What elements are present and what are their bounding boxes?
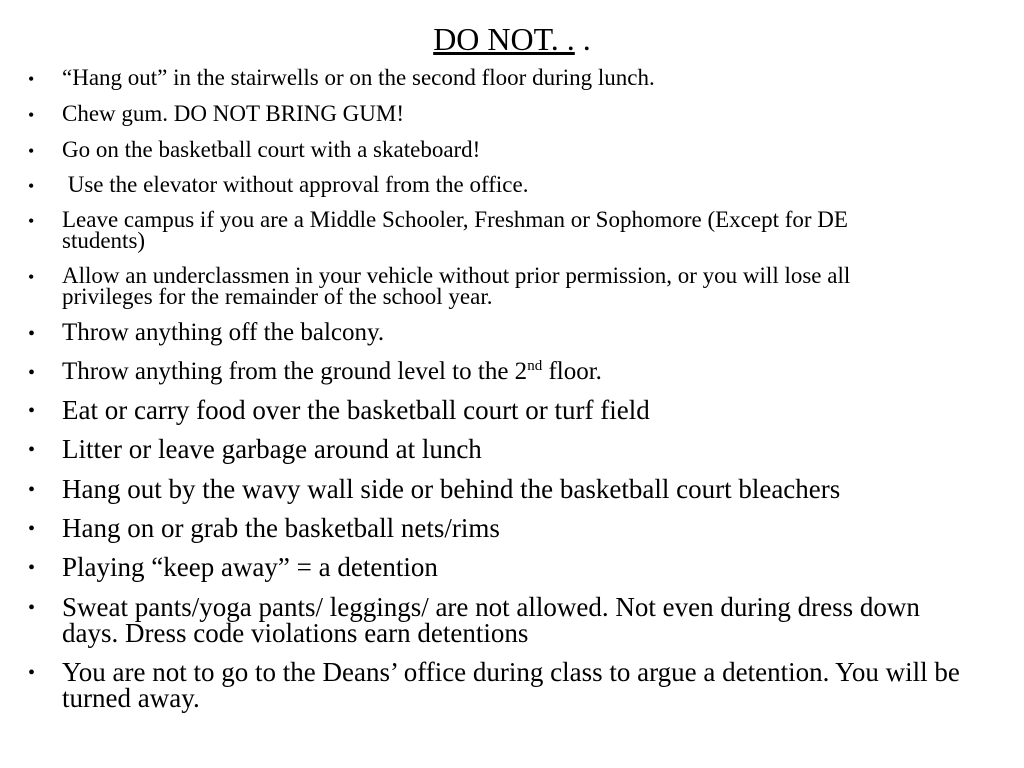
list-item-text: You are not to go to the Deans’ office during class to argue a detention. You will be turned away. <box>62 657 960 713</box>
bullet-icon: • <box>28 211 35 231</box>
list-item-text: Throw anything off the balcony. <box>62 319 385 346</box>
text-after-sup: floor. <box>542 358 602 385</box>
list-item <box>28 139 988 160</box>
bullet-icon: • <box>28 141 35 161</box>
list-item <box>28 320 988 346</box>
text-before-sup: Throw anything from the ground level to the 2 <box>62 358 528 385</box>
list-item <box>28 515 988 541</box>
bullet-icon: • <box>28 518 36 540</box>
list-item-text: Leave campus if you are a Middle Schooler, Freshman or Sophomore (Except for DE students) <box>62 207 848 253</box>
list-item <box>28 436 988 462</box>
bullet-icon: • <box>28 362 36 384</box>
bullet-icon: • <box>28 69 35 89</box>
bullet-icon: • <box>28 105 35 125</box>
bullet-icon: • <box>28 479 36 501</box>
bullet-icon: • <box>28 662 36 684</box>
list-item-text <box>62 359 988 385</box>
list-item-text: Allow an underclassmen in your vehicle without prior permission, or you will lose all privileges for the remainder of the school year. <box>62 263 851 309</box>
page-title <box>0 20 1024 58</box>
list-item-text: Chew gum. DO NOT BRING GUM! <box>62 101 405 126</box>
bullet-icon: • <box>28 597 36 619</box>
list-item <box>28 265 928 307</box>
list-item <box>28 174 988 195</box>
list-item <box>28 659 988 711</box>
list-item-text: Eat or carry food over the basketball court or turf field <box>62 395 650 425</box>
list-item <box>28 554 988 580</box>
bullet-icon: • <box>28 439 36 461</box>
list-item-text: Use the elevator without approval from the office. <box>62 172 529 197</box>
bullet-icon: • <box>28 557 36 579</box>
bullet-icon: • <box>28 400 36 422</box>
list-item-text: Go on the basketball court with a skateboard! <box>62 137 481 162</box>
list-item-text: “Hang out” in the stairwells or on the second floor during lunch. <box>62 65 655 90</box>
title-trail: . <box>574 21 591 57</box>
bullet-icon: • <box>28 323 36 345</box>
list-item-text: Hang on or grab the basketball nets/rims <box>62 513 500 543</box>
bullet-icon: • <box>28 267 35 287</box>
list-item <box>28 67 988 88</box>
list-item <box>28 594 958 646</box>
bullet-icon: • <box>28 176 35 196</box>
list-item <box>28 103 988 124</box>
title-main: DO NOT. . <box>433 21 575 57</box>
list-item-text: Sweat pants/yoga pants/ leggings/ are not allowed. Not even during dress down days. Dress code violations earn detentions <box>62 592 920 648</box>
list-item-text: Litter or leave garbage around at lunch <box>62 434 482 464</box>
list-item-text: Hang out by the wavy wall side or behind the basketball court bleachers <box>62 474 841 504</box>
list-item-text: Playing “keep away” = a detention <box>62 552 438 582</box>
list-item <box>28 397 988 423</box>
list-item <box>28 209 928 251</box>
ordinal-suffix: nd <box>527 358 543 374</box>
list-item <box>28 476 988 502</box>
list-item <box>28 359 988 385</box>
